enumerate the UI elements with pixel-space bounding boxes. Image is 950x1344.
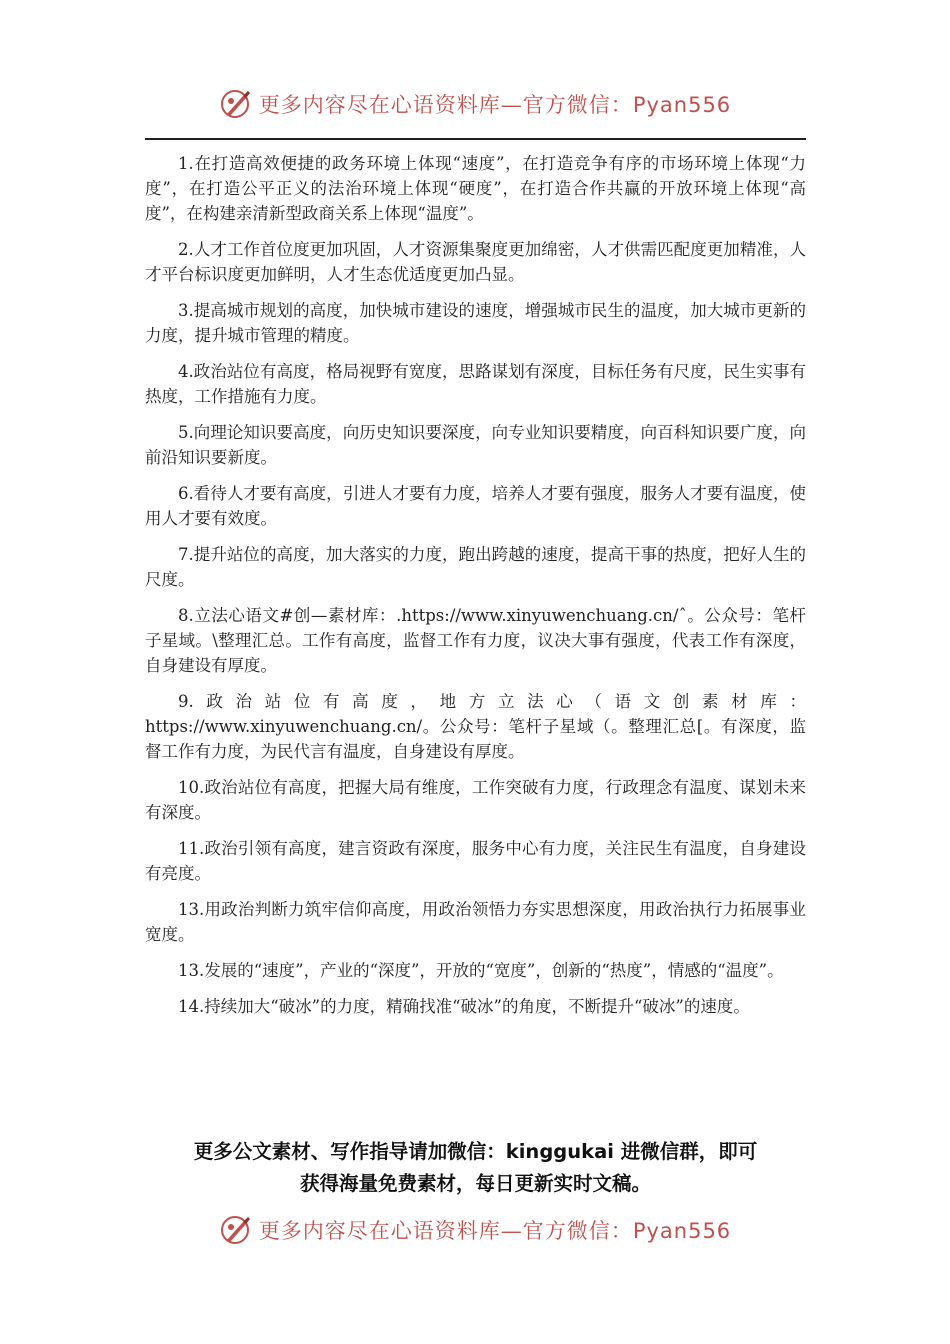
header-banner xyxy=(0,84,950,124)
paragraph: 13.用政治判断力筑牢信仰高度，用政治领悟力夯实思想深度，用政治执行力拓展事业宽度。 xyxy=(145,900,806,944)
document-body xyxy=(145,151,806,1030)
paragraph: 2.人才工作首位度更加巩固，人才资源集聚度更加绵密，人才供需匹配度更加精准，人才平台标识度更加鲜明，人才生态优适度更加凸显。 xyxy=(145,240,806,284)
banner-text: 更多内容尽在心语资料库—官方微信：Pyan556 xyxy=(258,93,732,117)
footer-note-line: 更多公文素材、写作指导请加微信：kinggukai 进微信群，即可 xyxy=(193,1140,758,1163)
banner-text: 更多内容尽在心语资料库—官方微信：Pyan556 xyxy=(258,1219,732,1243)
paragraph: 4.政治站位有高度，格局视野有宽度，思路谋划有深度，目标任务有尺度，民生实事有热度，工作措施有力度。 xyxy=(145,362,806,406)
paragraph: 3.提高城市规划的高度，加快城市建设的速度，增强城市民生的温度，加大城市更新的力度，提升城市管理的精度。 xyxy=(145,301,806,345)
footer-promo-note xyxy=(145,1136,806,1200)
wechat-id: Pyan556 xyxy=(632,1219,732,1243)
paragraph: 11.政治引领有高度，建言资政有深度，服务中心有力度，关注民生有温度，自身建设有亮度。 xyxy=(145,839,806,883)
paragraph: 1.在打造高效便捷的政务环境上体现“速度”，在打造竞争有序的市场环境上体现“力度”，在打造公平正义的法治环境上体现“硬度”，在打造合作共赢的开放环境上体现“高度”，在构建亲清新型政商关系上体现“温度”。 xyxy=(145,154,806,223)
paragraph: 5.向理论知识要高度，向历史知识要深度，向专业知识要精度，向百科知识要广度，向前沿知识要新度。 xyxy=(145,423,806,467)
paragraph: 14.持续加大“破冰”的力度，精确找准“破冰”的角度，不断提升“破冰”的速度。 xyxy=(178,997,750,1016)
paragraph: 6.看待人才要有高度，引进人才要有力度，培养人才要有强度，服务人才要有温度，使用人才要有效度。 xyxy=(145,484,806,528)
paragraph: 9.政治站位有高度，地方立法心（语文创素材库：https://www.xinyuwenchuang.cn/。公众号：笔杆子星域（。整理汇总[。有深度，监督工作有力度，为民代言有温度，自身建设有厚度。 xyxy=(145,692,806,761)
pen-logo-icon xyxy=(219,87,253,121)
footer-banner xyxy=(0,1210,950,1250)
paragraph: 10.政治站位有高度，把握大局有维度，工作突破有力度，行政理念有温度、谋划未来有深度。 xyxy=(145,778,806,822)
footer-note-line: 获得海量免费素材，每日更新实时文稿。 xyxy=(299,1172,651,1195)
wechat-id: Pyan556 xyxy=(632,93,732,117)
paragraph: 8.立法心语文#创—素材库：.https://www.xinyuwenchuang.cn/ˆ。公众号：笔杆子星域。\整理汇总。工作有高度，监督工作有力度，议决大事有强度，代表工作有深度，自身建设有厚度。 xyxy=(145,606,806,675)
paragraph: 13.发展的“速度”，产业的“深度”，开放的“宽度”，创新的“热度”，情感的“温度”。 xyxy=(178,961,784,980)
paragraph: 7.提升站位的高度，加大落实的力度，跑出跨越的速度，提高干事的热度，把好人生的尺度。 xyxy=(145,545,806,589)
pen-logo-icon xyxy=(219,1213,253,1247)
header-divider xyxy=(145,138,806,140)
